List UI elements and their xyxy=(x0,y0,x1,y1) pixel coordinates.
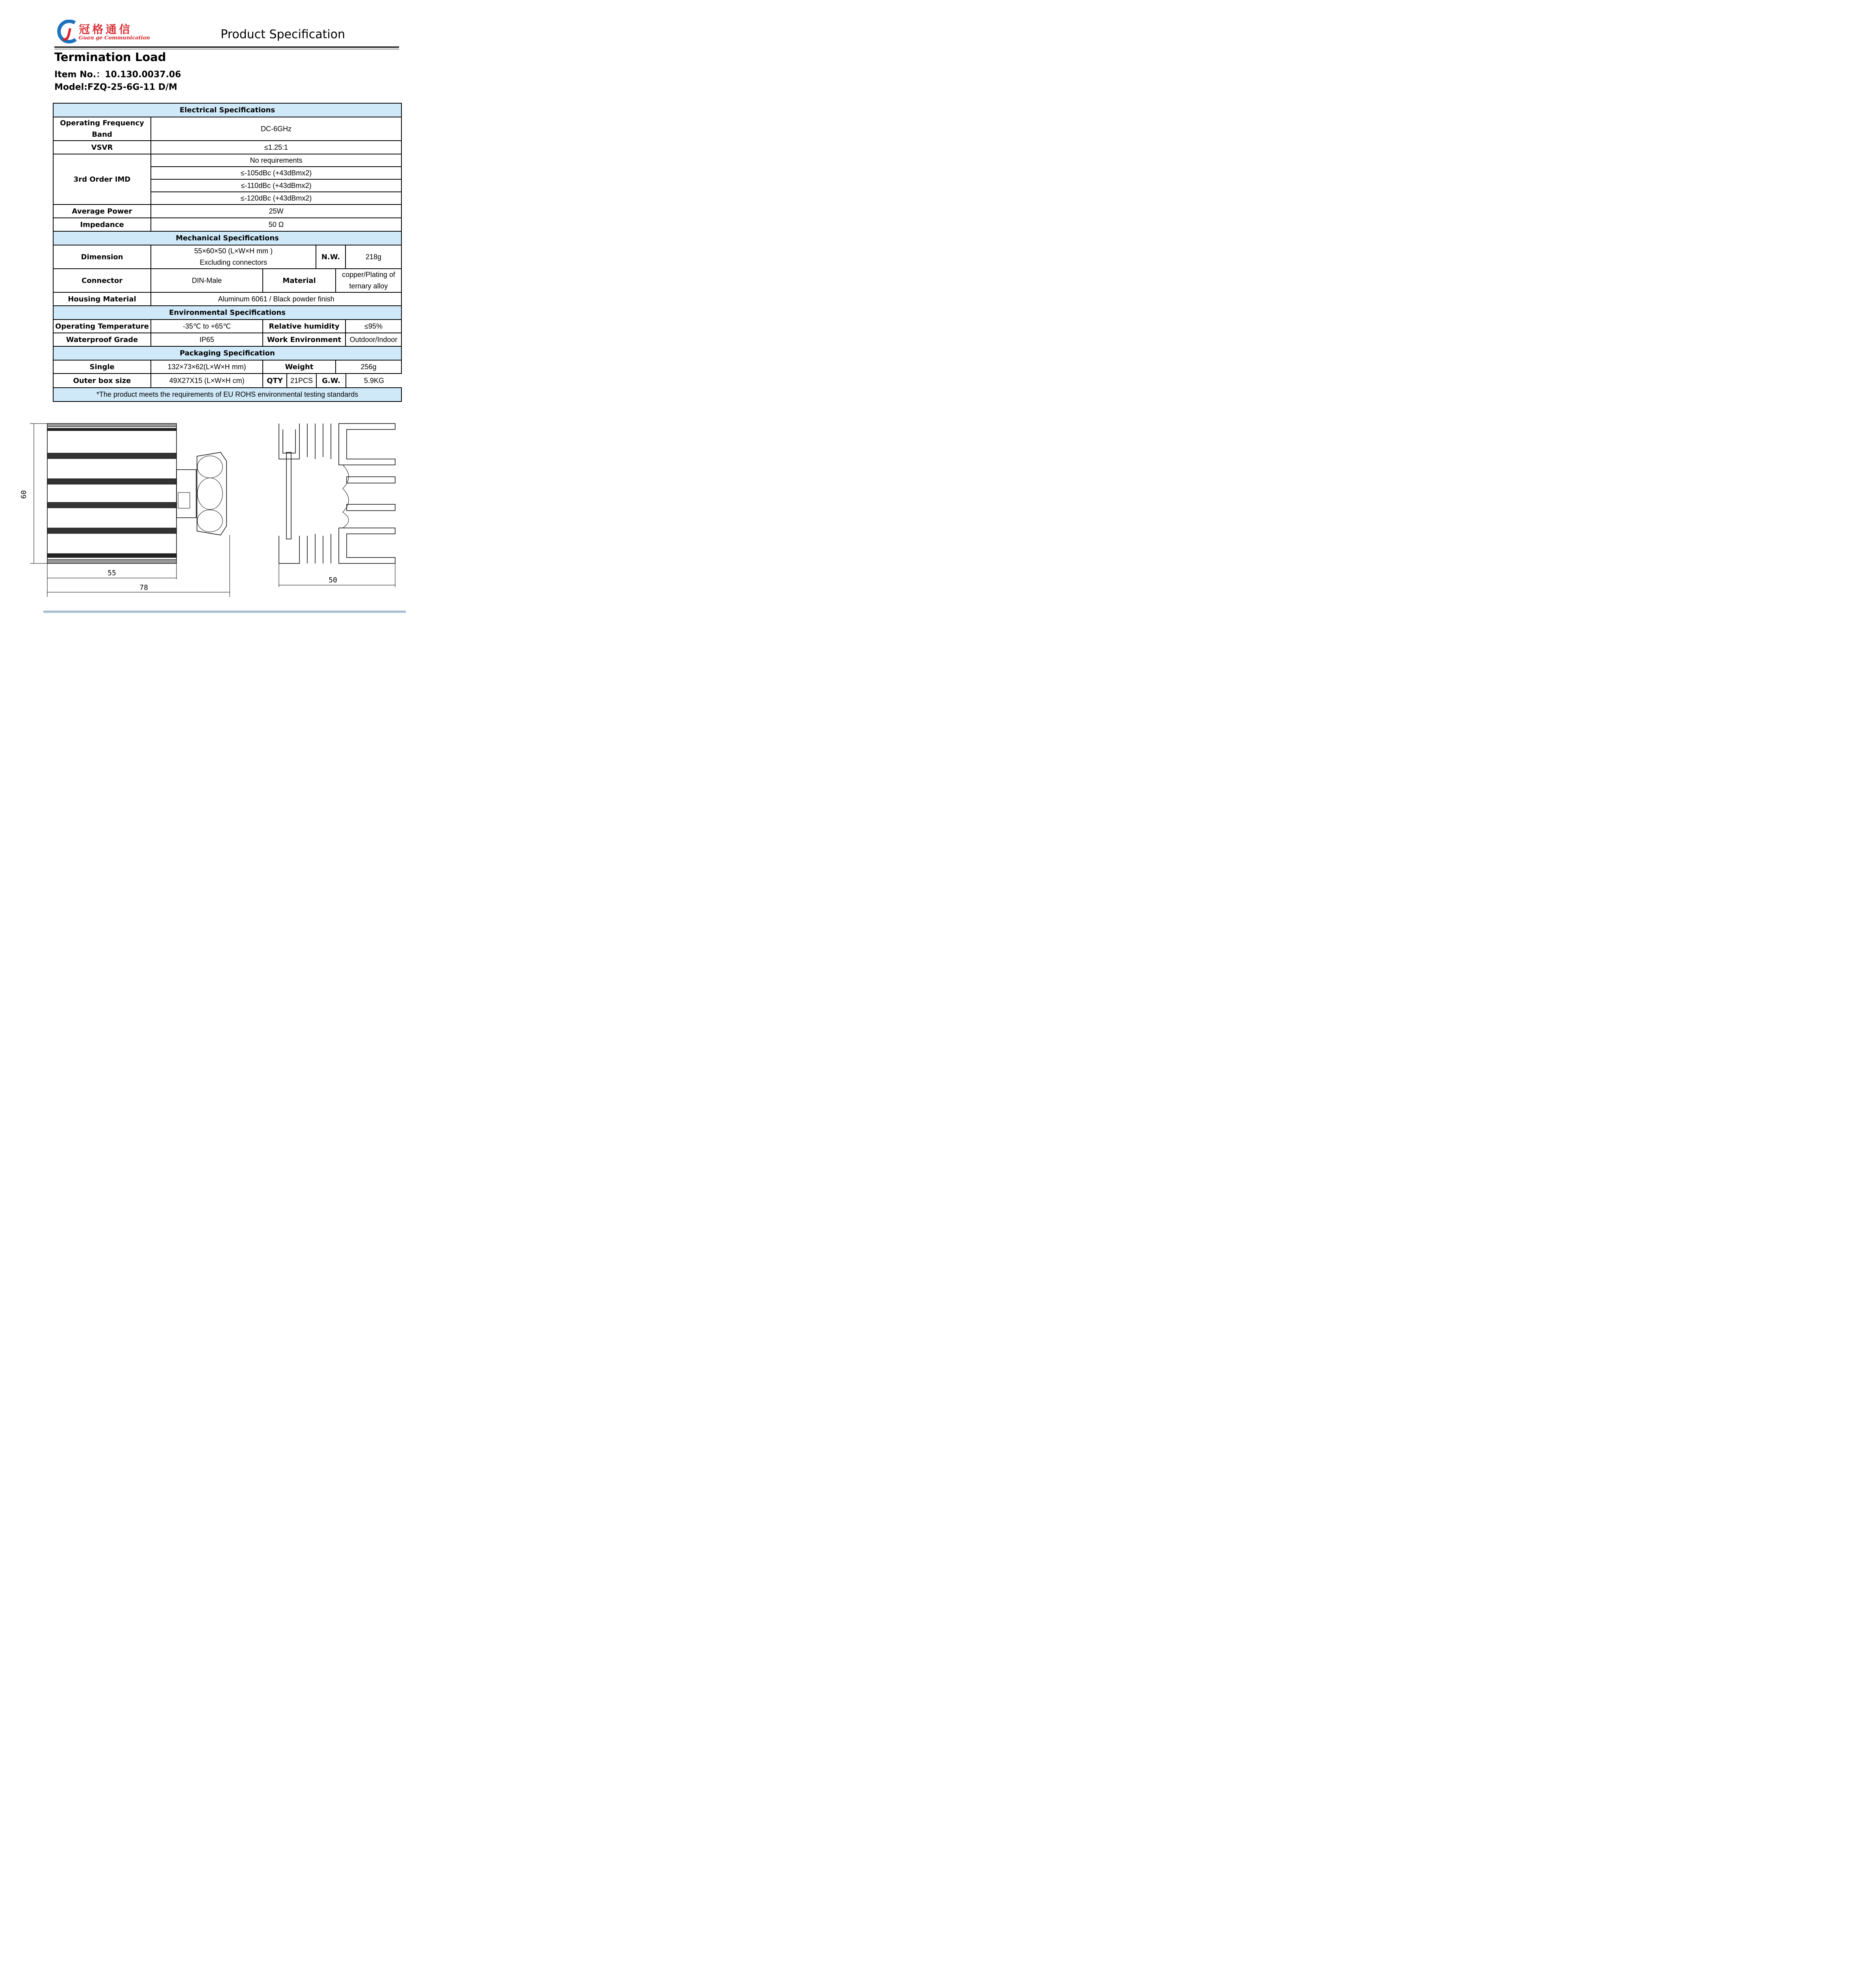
label-outer-box: Outer box size xyxy=(53,374,151,388)
label-impedance: Impedance xyxy=(53,218,151,231)
value-work-environment: Outdoor/Indoor xyxy=(345,333,401,346)
label-vsvr: VSVR xyxy=(53,141,151,154)
section-mechanical: Mechanical Specifications xyxy=(53,231,401,245)
value-net-weight: 218g xyxy=(345,245,401,269)
label-dimension: Dimension xyxy=(53,245,151,269)
company-name-en: Guan ge Communication xyxy=(79,35,150,41)
label-gross-weight: G.W. xyxy=(316,374,346,387)
value-weight: 256g xyxy=(336,360,401,374)
dim-total-label: 78 xyxy=(139,584,148,592)
label-work-environment: Work Environment xyxy=(263,333,345,346)
value-humidity: ≤95% xyxy=(345,320,401,333)
label-humidity: Relative humidity xyxy=(263,320,345,333)
section-environmental: Environmental Specifications xyxy=(53,306,401,320)
technical-drawing xyxy=(0,410,433,599)
value-qty: 21PCS xyxy=(287,374,316,387)
label-qty: QTY xyxy=(263,374,287,387)
value-material xyxy=(336,269,401,292)
value-imd: ≤-105dBc (+43dBmx2) xyxy=(151,167,401,179)
value-connector: DIN-Male xyxy=(151,269,263,292)
rohs-note: *The product meets the requirements of EU ROHS environmental testing standards xyxy=(53,388,401,401)
section-packaging: Packaging Specification xyxy=(53,346,401,360)
side-view xyxy=(30,424,230,597)
label-frequency: Operating Frequency Band xyxy=(53,117,151,141)
value-frequency: DC-6GHz xyxy=(151,117,401,141)
header-rule xyxy=(54,46,399,48)
value-imd: No requirements xyxy=(151,154,401,167)
specification-table xyxy=(53,103,402,402)
company-name-cn: 冠格通信 xyxy=(79,23,133,36)
value-material-line1: copper/Plating of xyxy=(342,271,396,279)
value-outer-box: 49X27X15 (L×W×H cm) xyxy=(151,374,263,388)
dim-depth-label: 50 xyxy=(329,576,337,584)
label-waterproof: Waterproof Grade xyxy=(53,333,151,346)
value-temperature: -35℃ to +65℃ xyxy=(151,320,263,333)
value-single: 132×73×62(L×W×H mm) xyxy=(151,360,263,374)
value-gross-weight: 5.9KG xyxy=(346,374,402,387)
value-dimension-line1: 55×60×50 (L×W×H mm ) xyxy=(194,247,273,255)
value-average-power: 25W xyxy=(151,204,401,218)
label-net-weight: N.W. xyxy=(316,245,345,269)
label-weight: Weight xyxy=(263,360,336,374)
value-waterproof: IP65 xyxy=(151,333,263,346)
value-dimension xyxy=(151,245,316,269)
dim-height-label: 60 xyxy=(20,490,28,499)
item-number: Item No.：10.130.0037.06 xyxy=(54,70,181,80)
value-vsvr: ≤1.25:1 xyxy=(151,141,401,154)
label-material: Material xyxy=(263,269,336,292)
product-name: Termination Load xyxy=(54,50,166,64)
value-housing-material: Aluminum 6061 / Black powder finish xyxy=(151,292,401,306)
value-imd: ≤-120dBc (+43dBmx2) xyxy=(151,192,401,204)
model-number: Model:FZQ-25-6G-11 D/M xyxy=(54,82,177,92)
label-single: Single xyxy=(53,360,151,374)
value-imd: ≤-110dBc (+43dBmx2) xyxy=(151,179,401,192)
document-title: Product Specification xyxy=(221,28,345,41)
label-temperature: Operating Temperature xyxy=(53,320,151,333)
end-view xyxy=(279,424,395,587)
footer-rule-thin xyxy=(43,612,406,613)
value-material-line2: ternary alloy xyxy=(349,282,388,290)
dim-length-label: 55 xyxy=(108,569,116,577)
packaging-qty-cell xyxy=(263,374,401,388)
value-impedance: 50 Ω xyxy=(151,218,401,231)
label-housing-material: Housing Material xyxy=(53,292,151,306)
label-imd: 3rd Order IMD xyxy=(53,154,151,204)
value-dimension-line2: Excluding connectors xyxy=(199,258,267,266)
section-electrical: Electrical Specifications xyxy=(53,103,401,117)
label-average-power: Average Power xyxy=(53,204,151,218)
qty-subtable xyxy=(263,374,402,387)
footer-rule xyxy=(43,611,406,612)
label-connector: Connector xyxy=(53,269,151,292)
